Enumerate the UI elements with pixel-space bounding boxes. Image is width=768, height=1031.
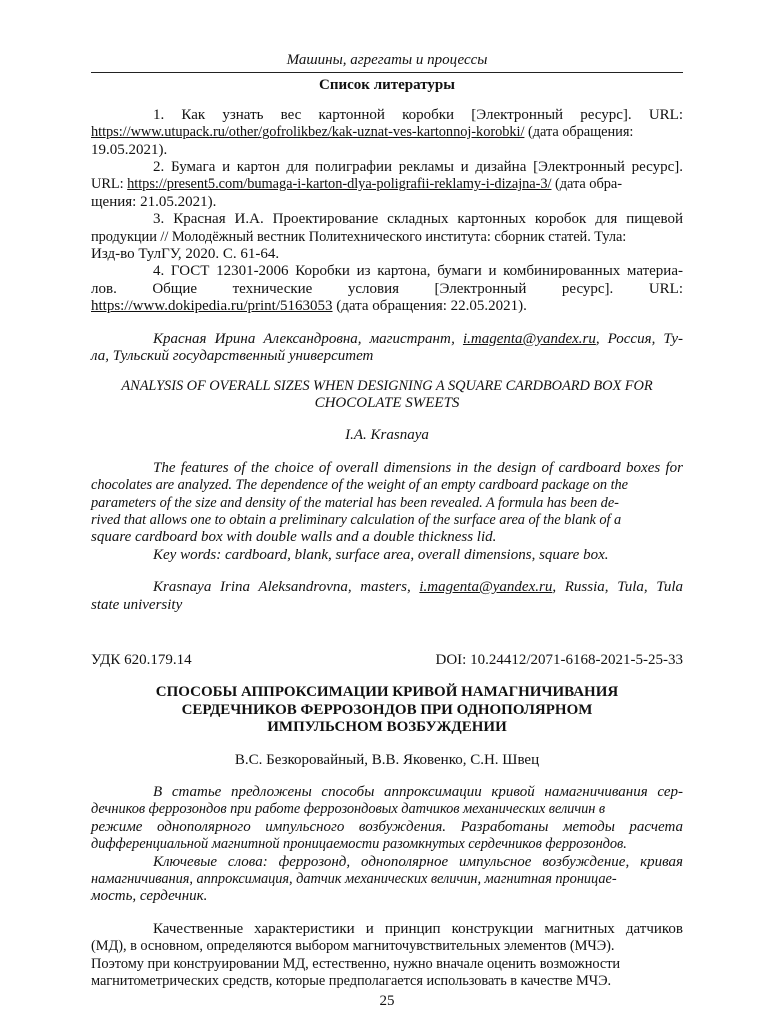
reference-4-url-line <box>91 298 683 315</box>
keywords-line: мость, сердечник. <box>91 888 208 905</box>
author-affiliation-ru: ла, Тульский государственный университет <box>91 348 374 365</box>
page-number: 25 <box>379 993 395 1010</box>
author-info-en-line <box>91 579 683 596</box>
article-title-line: СПОСОБЫ АППРОКСИМАЦИИ КРИВОЙ НАМАГНИЧИВАНИЯ <box>155 684 619 701</box>
keywords-line: намагничивания, аппроксимация, датчик механических величин, магнитная проницае- <box>91 871 617 888</box>
article-title-line: СЕРДЕЧНИКОВ ФЕРРОЗОНДОВ ПРИ ОДНОПОЛЯРНОМ <box>181 701 593 718</box>
reference-1-line: 1. Как узнать вес картонной коробки [Электронный ресурс]. URL: <box>153 106 683 123</box>
author-email-link[interactable]: i.magenta@yandex.ru <box>462 330 596 347</box>
en-abstract-line: parameters of the size and density of the material has been revealed. A formula has been de- <box>91 494 619 511</box>
en-abstract-line: rived that allows one to obtain a preliminary calculation of the surface area of the blank of a <box>91 511 622 528</box>
body-line: Поэтому при конструировании МД, естественно, нужно вначале оценить возможности <box>91 955 621 972</box>
reference-1-access: (дата обращения: <box>524 124 634 141</box>
reference-1-tail: 19.05.2021). <box>91 141 168 158</box>
header-rule <box>91 72 683 73</box>
reference-2-tail: щения: 21.05.2021). <box>91 193 217 210</box>
article-abstract <box>91 784 683 906</box>
reference-item-3 <box>91 211 683 263</box>
author-name-ru: Красная Ирина Александровна, магистрант, <box>153 330 463 347</box>
reference-3-line: 3. Красная И.А. Проектирование складных картонных коробок для пищевой <box>153 211 683 228</box>
reference-2-url-prefix: URL: <box>91 176 128 193</box>
abstract-line: дечников феррозондов при работе феррозондовых датчиков механических величин в <box>91 801 606 818</box>
article-body <box>91 921 683 991</box>
author-affiliation-en: state university <box>91 596 183 613</box>
en-article-author: I.A. Krasnaya <box>345 427 429 444</box>
reference-1-url-line <box>91 124 683 141</box>
body-line: Качественные характеристики и принцип конструкции магнитных датчиков <box>153 920 683 937</box>
abstract-line: В статье предложены способы аппроксимации кривой намагничивания сер- <box>153 784 683 800</box>
reference-item-1 <box>91 107 683 159</box>
en-article-title-line: CHOCOLATE SWEETS <box>314 394 460 411</box>
en-abstract-line: chocolates are analyzed. The dependence of the weight of an empty cardboard package on the <box>91 477 629 494</box>
running-header: Машины, агрегаты и процессы <box>286 52 488 68</box>
author-info-ru-line <box>91 331 683 348</box>
reference-3-line: продукции // Молодёжный вестник Политехнического института: сборник статей. Тула: <box>91 228 627 245</box>
reference-item-2 <box>91 159 683 211</box>
en-article-title <box>91 378 683 413</box>
reference-item-4 <box>91 263 683 315</box>
article-title <box>91 684 683 736</box>
page <box>91 0 683 1031</box>
article-authors: В.С. Безкоровайный, В.В. Яковенко, С.Н. Швец <box>234 751 540 768</box>
reference-2-link[interactable]: https://present5.com/bumaga-i-karton-dlya-poligrafii-reklamy-i-dizajna-3/ <box>127 176 552 193</box>
author-email-link-en[interactable]: i.magenta@yandex.ru <box>419 579 553 596</box>
author-info-ru <box>91 331 683 366</box>
en-abstract <box>91 460 683 564</box>
reference-3-line: Изд-во ТулГУ, 2020. С. 61-64. <box>91 246 280 263</box>
author-info-en <box>91 579 683 614</box>
reference-1-link[interactable]: https://www.utupack.ru/other/gofrolikbez/kak-uznat-ves-kartonnoj-korobki/ <box>91 124 525 141</box>
abstract-line: режиме однополярного импульсного возбуждения. Разработаны методы расчета <box>91 818 683 835</box>
en-abstract-line: The features of the choice of overall dimensions in the design of cardboard boxes for <box>153 459 683 476</box>
doi: DOI: 10.24412/2071-6168-2021-5-25-33 <box>435 651 683 668</box>
udk-code: УДК 620.179.14 <box>91 651 192 668</box>
reference-4-access: (дата обращения: 22.05.2021). <box>332 298 527 315</box>
author-location-en: , Russia, Tula, Tula <box>552 579 683 596</box>
reference-2-line: 2. Бумага и картон для полиграфии рекламы и дизайна [Электронный ресурс]. <box>153 159 683 176</box>
reference-2-access: (дата обра- <box>551 176 622 193</box>
reference-4-line: лов. Общие технические условия [Электронный ресурс]. URL: <box>91 280 683 297</box>
article-title-line: ИМПУЛЬСНОМ ВОЗБУЖДЕНИИ <box>267 719 507 736</box>
en-keywords: Key words: cardboard, blank, surface area, overall dimensions, square box. <box>153 546 609 563</box>
reference-2-url-line <box>91 176 683 193</box>
keywords-line: Ключевые слова: феррозонд, однополярное импульсное возбуждение, кривая <box>153 853 683 870</box>
abstract-line: дифференциальной магнитной проницаемости разомкнутых сердечников феррозондов. <box>91 836 627 853</box>
author-location-ru: , Россия, Ту- <box>595 330 683 347</box>
udk-doi-row <box>91 652 683 669</box>
reference-4-line: 4. ГОСТ 12301-2006 Коробки из картона, бумаги и комбинированных материа- <box>153 263 683 280</box>
author-name-en: Krasnaya Irina Aleksandrovna, masters, <box>153 579 420 596</box>
references-title: Список литературы <box>319 77 455 94</box>
reference-4-link[interactable]: https://www.dokipedia.ru/print/5163053 <box>91 298 333 315</box>
en-article-title-line: ANALYSIS OF OVERALL SIZES WHEN DESIGNING A SQUARE CARDBOARD BOX FOR <box>121 377 653 394</box>
body-line: магнитометрических средств, которые предполагается использовать в качестве МЧЭ. <box>91 973 612 990</box>
en-abstract-line: square cardboard box with double walls and a double thickness lid. <box>91 529 497 546</box>
body-line: (МД), в основном, определяются выбором магниточувствительных элементов (МЧЭ). <box>91 938 615 955</box>
